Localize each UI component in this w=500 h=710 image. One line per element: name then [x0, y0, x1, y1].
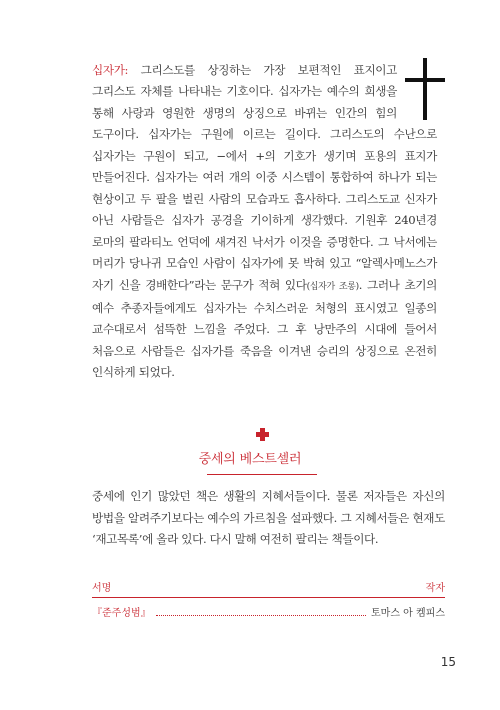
section-title: 중세의 베스트셀러	[198, 452, 302, 467]
intro-text-2: . 그러나 초기의 예수 추종자들에게도 십자가는 수치스러운 처형의 표시였고 일종의 교수대로서 섬뜩한 느낌을 주었다. 그 후 낭만주의 시대에 들어서 처음으로 사람들은 십자가를 죽음을 이겨낸 승리의 상징으로 온전히 인식하게 되었다.	[92, 277, 437, 380]
red-cross-icon	[256, 428, 269, 441]
term-label: 십자가:	[92, 63, 129, 77]
intro-text-1: 그리스도를 상징하는 가장 보편적인 표지이고 그리스도 자체를 나타내는 기호이다. 십자가는 예수의 희생을 통해 사랑과 영원한 생명의 상징으로 바뀌는 인간의 힘의 도구이다. 십자가는 구원에 이르는 길이다. 그리스도의 수난으로 십자가는 구원이 되고, −에서 +의 기호가 생기며 포용의 표지가 만들어진다. 십자가는 여러 개의 이중 시스템이 통합하여 하나가 되는 현상이고 두 팔을 벌린 사람의 모습과도 흡사하다. 그리스도교 신자가 아닌 사람들은 십자가 공경을 기이하게 생각했다. 기원후 240년경 로마의 팔라티노 언덕에 새겨진 낙서가 이것을 증명한다. 그 낙서에는 머리가 당나귀 모습인 사람이 십자가에 못 박혀 있고 “알렉사메노스가 자기 신을 경배한다”라는 문구가 적혀 있다	[92, 63, 437, 292]
page-number: 15	[440, 655, 456, 669]
header-author: 작자	[425, 583, 445, 594]
book-author: 토마스 아 켐피스	[371, 608, 445, 619]
table-header	[92, 579, 445, 595]
table-row	[92, 604, 445, 620]
section-title-underline	[207, 474, 317, 475]
dotted-leader	[156, 607, 366, 616]
intro-paragraph	[92, 60, 437, 384]
section-paragraph: 중세에 인기 많았던 책은 생활의 지혜서들이다. 물론 저자들은 자신의 방법을 알려주기보다는 예수의 가르침을 설파했다. 그 지혜서들은 현재도 ‘재고목록’에 올라 있다. 다시 말해 여전히 팔리는 책들이다.	[92, 489, 445, 546]
header-title: 서명	[92, 583, 112, 594]
table-divider	[92, 597, 445, 598]
book-title: 『준주성범』	[92, 608, 151, 619]
cross-icon	[405, 58, 445, 120]
intro-note: (십자가 조롱)	[306, 281, 359, 292]
